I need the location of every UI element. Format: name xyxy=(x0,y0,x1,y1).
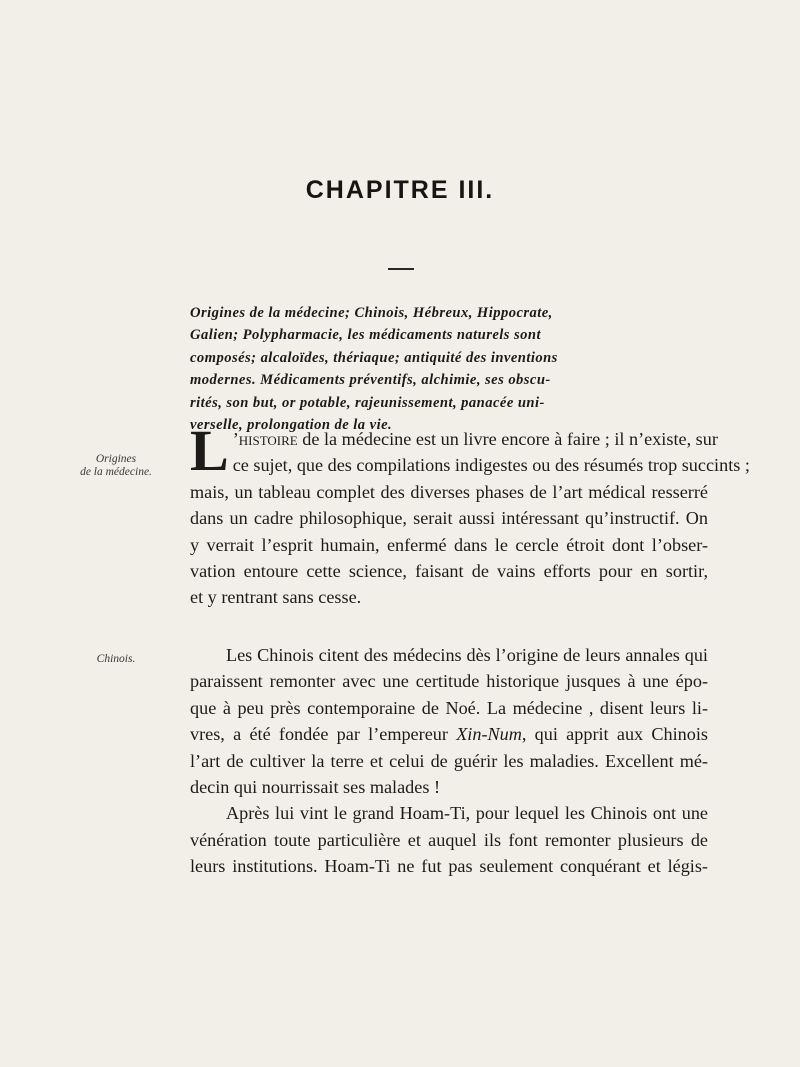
paragraph-line xyxy=(190,721,708,747)
paragraph-line: et y rentrant sans cesse. xyxy=(190,587,362,608)
paragraph-line: Les Chinois citent des médecins dès l’origine de leurs annales qui xyxy=(226,645,708,665)
line-text: , qui apprit aux Chinois xyxy=(521,724,708,745)
summary-line: rités, son but, or potable, rajeunissement, panacée uni- xyxy=(190,394,545,411)
paragraph-line: l’art de cultiver la terre et celui de guérir les maladies. Excellent mé- xyxy=(190,750,708,771)
summary-line: composés; alcaloïdes, thériaque; antiquité des inventions xyxy=(190,349,558,366)
margin-note-line: Origines xyxy=(95,453,137,465)
paragraph-line: vénération toute particulière et auquel ils font remonter plusieurs de xyxy=(190,829,708,850)
line-text: vres, a été fondée par l’empereur xyxy=(190,724,448,745)
margin-note-chinois xyxy=(66,653,166,666)
line-text: de la médecine est un livre encore à faire ; il n’existe, sur xyxy=(297,429,718,449)
summary-line: modernes. Médicaments préventifs, alchimie, ses obscu- xyxy=(190,372,551,389)
drop-cap: L xyxy=(190,418,229,483)
paragraph-line: y verrait l’esprit humain, enfermé dans le cercle étroit dont l’obser- xyxy=(190,534,708,555)
paragraph-chinois xyxy=(190,642,708,880)
paragraph-line: Après lui vint le grand Hoam-Ti, pour lequel les Chinois ont une xyxy=(226,803,708,824)
paragraph-line: leurs institutions. Hoam-Ti ne fut pas seulement conquérant et légis- xyxy=(190,856,708,877)
summary-line: Galien; Polypharmacie, les médicaments naturels sont xyxy=(190,327,541,344)
margin-note-line: de la médecine. xyxy=(80,466,152,478)
margin-note-line: Chinois. xyxy=(96,653,136,665)
summary-line: verselle, prolongation de la vie. xyxy=(190,417,393,434)
paragraph-line: decin qui nourrissait ses malades ! xyxy=(190,777,441,798)
paragraph-line: ce sujet, que des compilations indigestes ou des résumés trop succints ; xyxy=(232,455,750,476)
paragraph-line: vation entoure cette science, faisant de vains efforts pour en sortir, xyxy=(190,561,708,582)
summary-line: Origines de la médecine; Chinois, Hébreux, Hippocrate, xyxy=(190,305,553,321)
paragraph-line: que à peu près contemporaine de Noé. La médecine , disent leurs li- xyxy=(190,697,708,718)
chapter-summary xyxy=(190,302,712,436)
paragraph-line: dans un cadre philosophique, serait aussi intéressant qu’instructif. On xyxy=(190,508,708,529)
paragraph-line: paraissent remonter avec une certitude historique jusques à une épo- xyxy=(190,671,708,692)
chapter-title: CHAPITRE III. xyxy=(305,176,495,204)
italic-name: Xin-Num xyxy=(456,724,522,745)
margin-note-origines xyxy=(66,453,166,479)
paragraph-line: mais, un tableau complet des diverses phases de l’art médical resserré xyxy=(190,481,708,502)
small-caps-word: ’histoire xyxy=(232,429,298,449)
title-rule xyxy=(388,268,414,270)
